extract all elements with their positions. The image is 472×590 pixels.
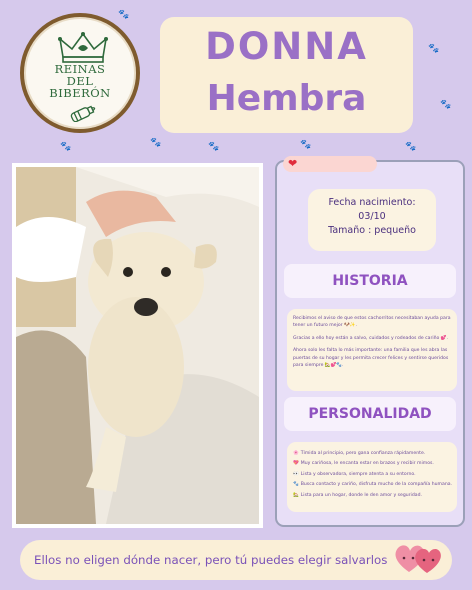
heart-icon: 💖 [293,461,299,467]
paw-print-icon: 🐾 [300,140,312,150]
list-item: 🏡 Lista para un hogar, donde le den amor y seguridad. [293,492,422,498]
paw-print-icon: 🐾 [440,100,452,110]
eyes-icon: 👀 [293,471,299,477]
size-line: Tamaño : pequeño [328,225,416,236]
historia-title: HISTORIA [284,264,456,298]
paw-print-icon: 🐾 [428,44,440,54]
dog-name: DONNA [205,25,368,68]
title-card [160,17,413,133]
paw-print-icon: 🐾 [293,482,299,488]
facts-box [308,189,436,251]
paw-print-icon: 🐾 [60,142,72,152]
dog-photo [12,163,263,528]
list-item: 🌸 Tímida al principio, pero gana confianza rápidamente. [293,451,426,456]
paw-print-icon: 🐾 [150,138,162,148]
paw-print-icon: 🐾 [118,10,130,20]
footer-banner [20,540,452,580]
historia-paragraph: Gracias a ello hoy están a salvo, cuidados y rodeados de cariño 💕. [293,335,448,341]
hearts-icon [393,540,443,576]
list-item: 👀 Lista y observadora, siempre atenta a su entorno. [293,471,416,477]
flower-icon: 🌸 [293,451,299,456]
paw-print-icon: 🐾 [208,142,220,152]
historia-paragraph: Ahora solo les falta lo más importante: una familia que les abra las puertas de su hogar y les permita crecer felices y sentirse queridos para siempre 🏡💕🐾. [293,348,449,369]
footer-slogan: Ellos no eligen dónde nacer, pero tú puedes elegir salvarlos [34,553,388,567]
personalidad-list [287,442,457,512]
birth-value: 03/10 [358,211,386,222]
shelter-logo [20,13,140,133]
dog-sex: Hembra [206,78,367,119]
home-icon: 🏡 [293,492,299,498]
historia-paragraph: Recibimos el aviso de que estos cachorritos necesitaban ayuda para tener un futuro mejor 🐶✨. [293,316,451,329]
dog-photo-illustration [16,167,259,524]
birth-label: Fecha nacimiento: [328,197,416,208]
logo-brand-text: REINAS DEL BIBERÓN [49,62,111,100]
personalidad-title: PERSONALIDAD [284,397,456,431]
historia-text [287,309,457,391]
paw-print-icon: 🐾 [405,142,417,152]
heart-icon: ❤ [288,157,298,170]
list-item: 💖 Muy cariñosa, le encanta estar en brazos y recibir mimos. [293,461,434,467]
baby-bottle-icon [66,104,100,122]
crown-icon [58,31,108,65]
list-item: 🐾 Busca contacto y cariño, disfruta mucho de la compañía humana. [293,482,453,488]
